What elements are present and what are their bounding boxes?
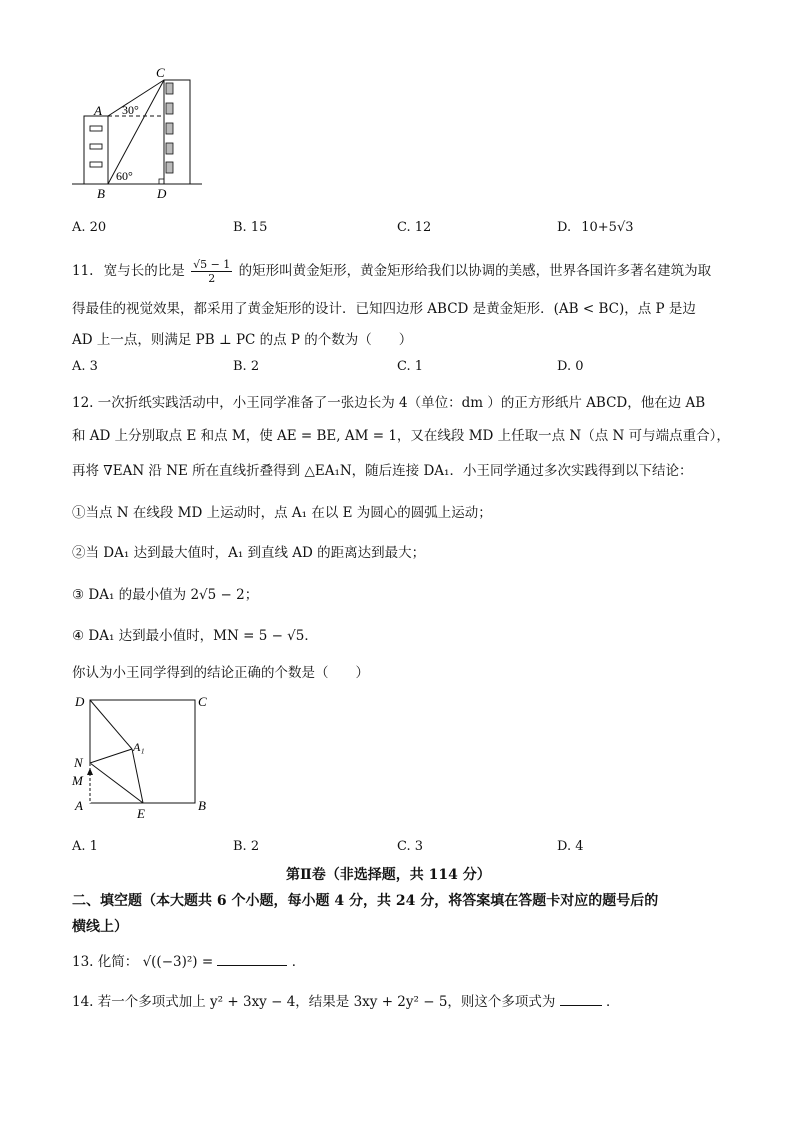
q11-option-b: B. 2 <box>233 359 260 374</box>
q11-fraction-denominator: 2 <box>208 272 216 285</box>
q11-fraction-numerator: √5 − 1 <box>193 258 231 271</box>
q10-option-d-value: 10+5√3 <box>581 220 634 235</box>
fig12-label-c: C <box>198 694 207 709</box>
q12-line3: 再将 ∇EAN 沿 NE 所在直线折叠得到 △EA₁N，随后连接 DA₁．小王同学通过多次实践得到以下结论： <box>72 463 693 479</box>
q11-option-c: C. 1 <box>397 359 424 374</box>
q11-number: 11. <box>72 263 94 279</box>
angle-30-label: 30° <box>122 103 139 117</box>
q11-text-1: 宽与长的比是 <box>103 263 185 279</box>
building-figure <box>70 62 210 202</box>
q12-option-b: B. 2 <box>233 839 260 854</box>
angle-60-label: 60° <box>116 169 133 183</box>
q14-suffix: ． <box>606 994 620 1010</box>
label-a: A <box>94 103 102 118</box>
q12-option-a: A. 1 <box>72 839 98 854</box>
q14-line <box>72 990 620 1010</box>
fill-blank-heading-line1: 二、填空题（本大题共 6 个小题，每小题 4 分，共 24 分，将答案填在答题卡对应的题号后的 <box>72 893 659 909</box>
q14-answer-blank[interactable] <box>560 991 602 1006</box>
q12-conclusion-3: ③ DA₁ 的最小值为 2√5 − 2； <box>72 587 259 603</box>
square-figure <box>70 690 220 820</box>
q12-conclusion-4: ④ DA₁ 达到最小值时，MN = 5 − √5． <box>72 628 318 644</box>
q10-option-d-prefix: D. <box>557 220 572 235</box>
q11-line3: AD 上一点，则满足 PB ⊥ PC 的点 P 的个数为（ ） <box>72 332 413 348</box>
q12-question: 你认为小王同学得到的结论正确的个数是（ ） <box>72 665 369 681</box>
q11-line1 <box>72 258 711 285</box>
q11-line2: 得最佳的视觉效果，都采用了黄金矩形的设计．已知四边形 ABCD 是黄金矩形．(AB < BC)，点 P 是边 <box>72 301 696 317</box>
q10-option-b: B. 15 <box>233 220 268 235</box>
label-c: C <box>156 65 165 80</box>
q10-option-d <box>557 220 634 235</box>
fig12-label-a1: A₁ <box>133 740 145 754</box>
q12-option-d: D. 4 <box>557 839 584 854</box>
q10-option-a: A. 20 <box>72 220 107 235</box>
q11-option-a: A. 3 <box>72 359 98 374</box>
fig12-label-d: D <box>75 694 85 709</box>
q12-line2: 和 AD 上分别取点 E 和点 M，使 AE = BE, AM = 1，又在线段 MD 上任取一点 N（点 N 可与端点重合）， <box>72 428 730 444</box>
q11-fraction <box>191 258 232 285</box>
q13-prefix: 13. 化简： <box>72 954 139 970</box>
q12-line1: 12. 一次折纸实践活动中，小王同学准备了一张边长为 4（单位：dm ）的正方形纸片 ABCD，他在边 AB <box>72 395 706 411</box>
part-two-title: 第Ⅱ卷（非选择题，共 114 分） <box>286 867 491 883</box>
fig12-label-b: B <box>198 798 206 813</box>
q14-prefix: 14. 若一个多项式加上 y² + 3xy − 4，结果是 3xy + 2y² − 5，则这个多项式为 <box>72 994 556 1010</box>
q11-option-d: D. 0 <box>557 359 584 374</box>
fill-blank-heading-line2: 横线上） <box>72 919 128 935</box>
fig12-label-a: A <box>75 798 83 813</box>
q13-line <box>72 950 305 970</box>
fig12-label-e: E <box>137 806 145 820</box>
q11-text-2: 的矩形叫黄金矩形，黄金矩形给我们以协调的美感，世界各国许多著名建筑为取 <box>238 263 712 279</box>
q12-conclusion-1: ①当点 N 在线段 MD 上运动时，点 A₁ 在以 E 为圆心的圆弧上运动； <box>72 505 492 521</box>
q13-suffix: ． <box>291 954 306 970</box>
q10-option-c: C. 12 <box>397 220 432 235</box>
q13-answer-blank[interactable] <box>217 951 287 966</box>
fig12-label-n: N <box>74 755 83 770</box>
q12-conclusion-2: ②当 DA₁ 达到最大值时，A₁ 到直线 AD 的距离达到最大； <box>72 545 426 561</box>
q12-option-c: C. 3 <box>397 839 424 854</box>
label-d: D <box>157 186 167 201</box>
q13-expression: √((−3)²) = <box>142 954 214 970</box>
label-b: B <box>97 186 105 201</box>
fig12-label-m: M <box>72 773 83 788</box>
